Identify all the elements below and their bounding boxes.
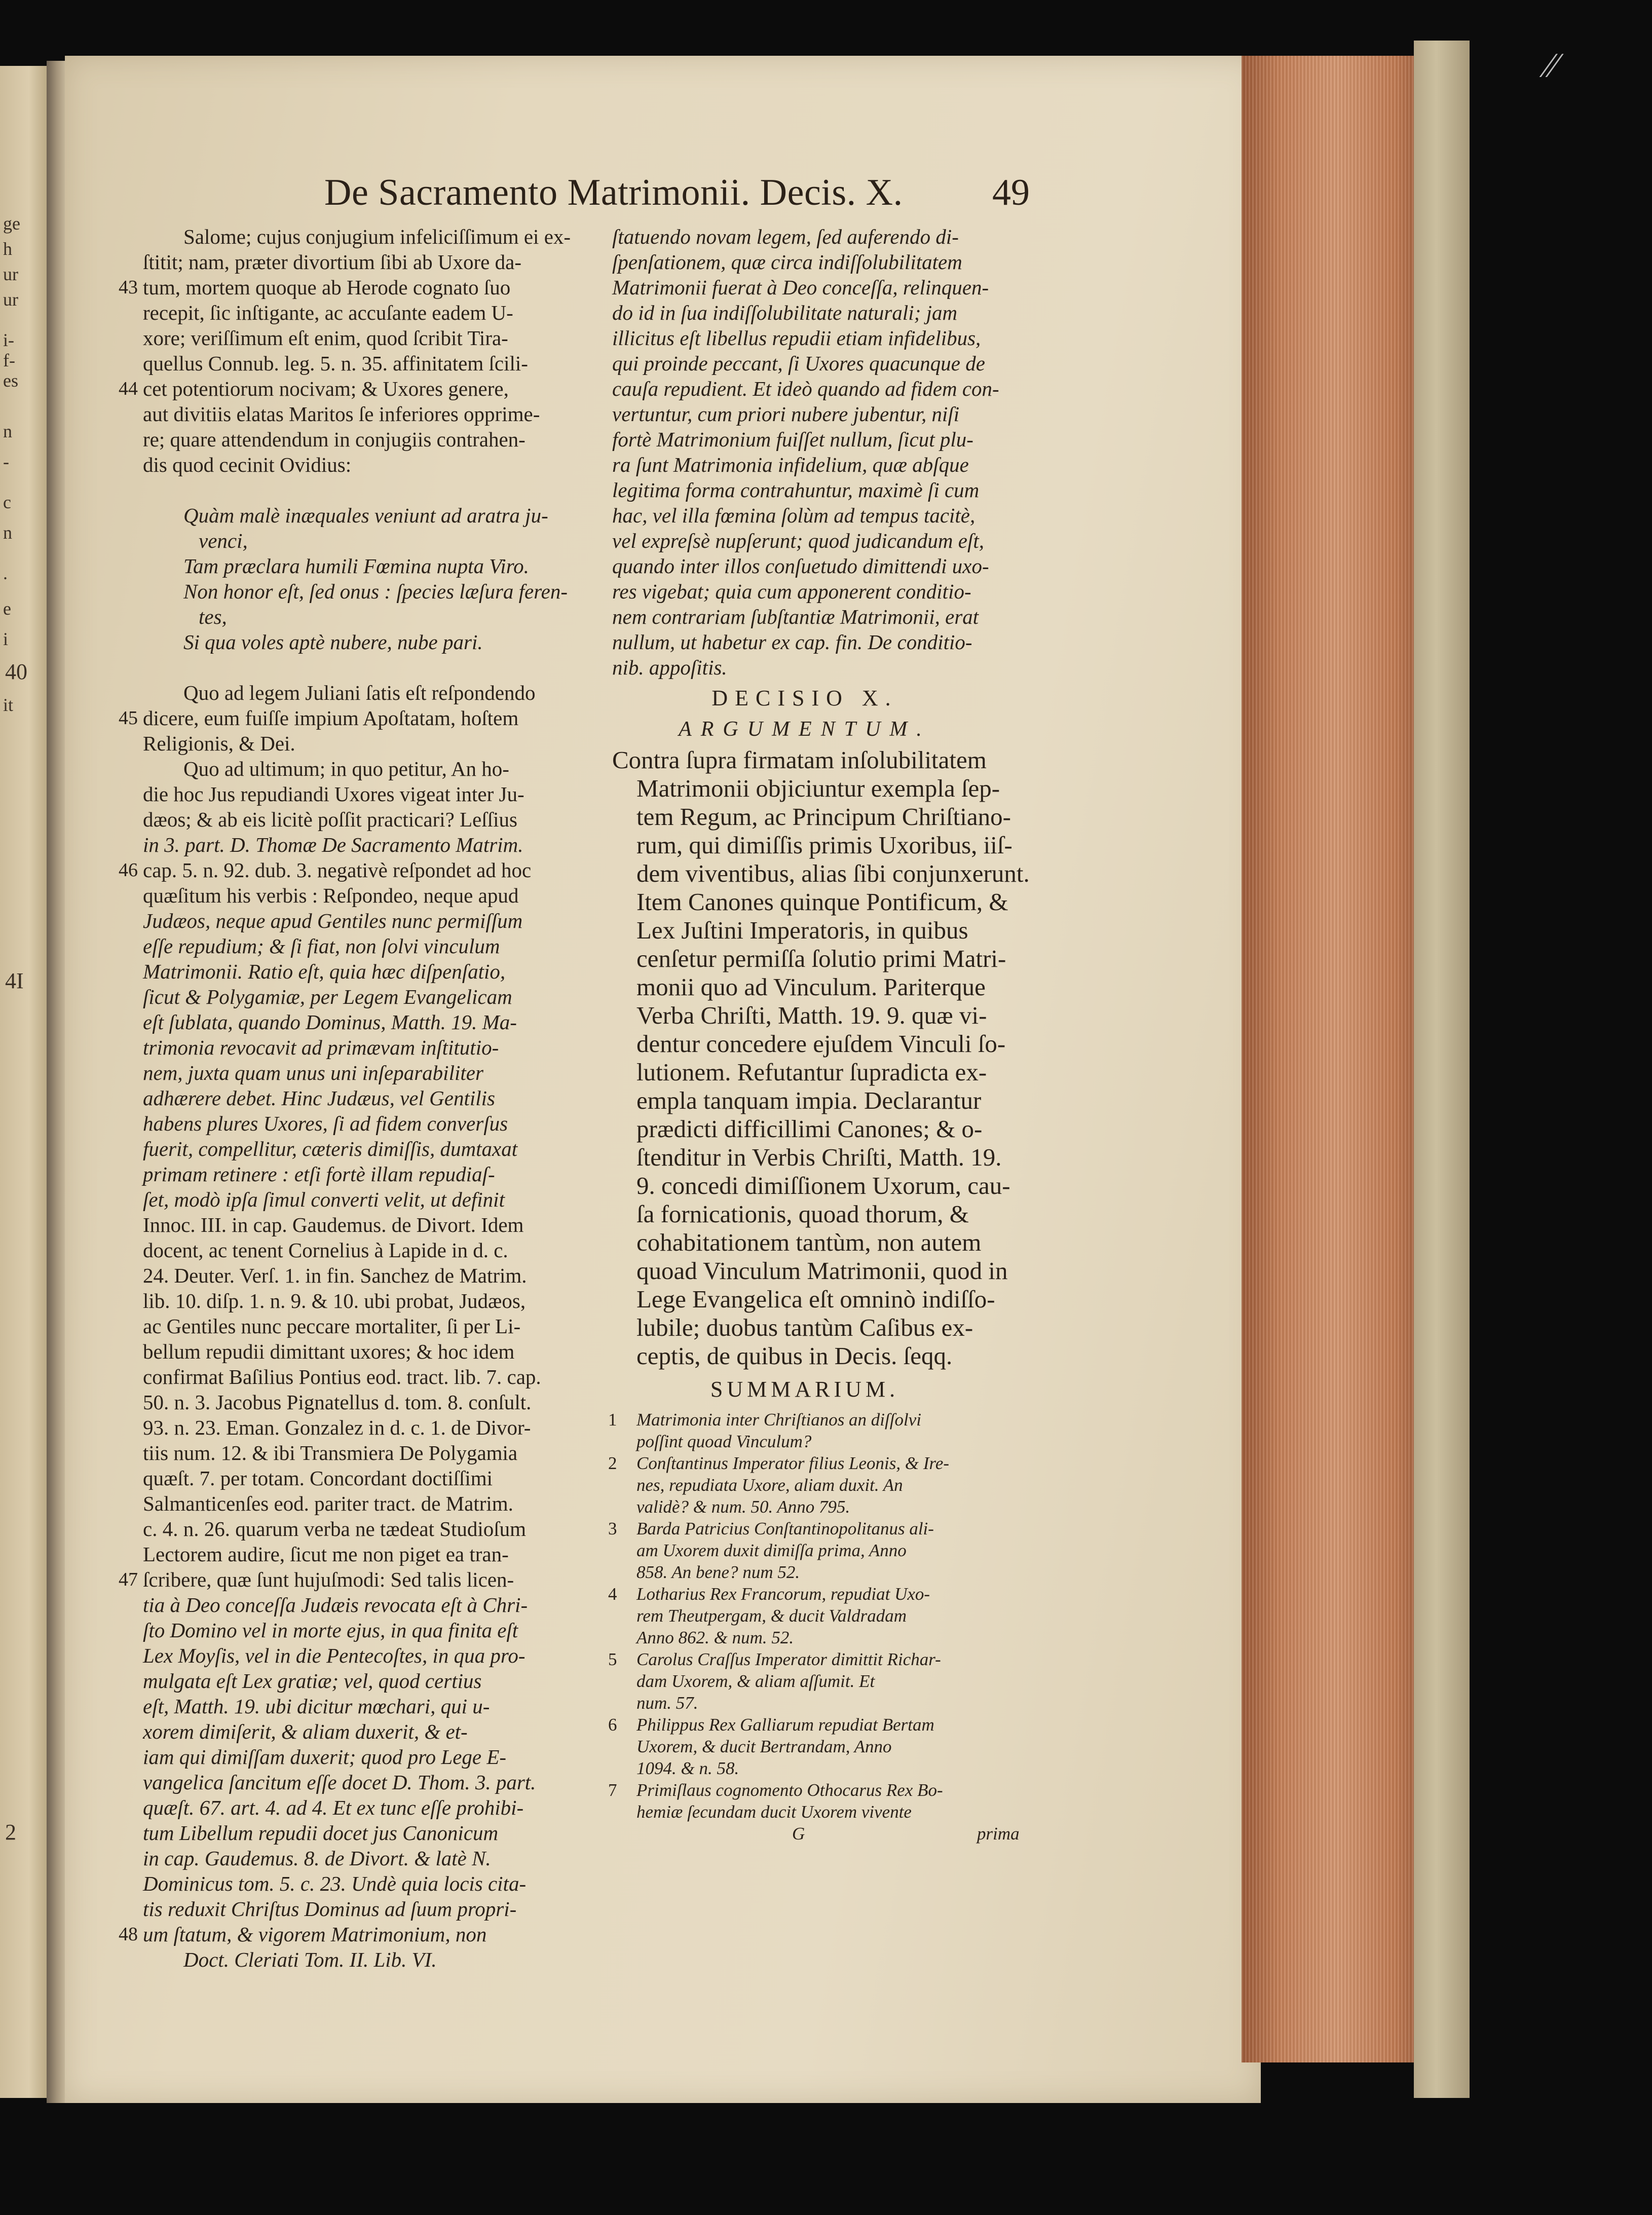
text-line [119, 376, 571, 401]
line-text: in 3. part. D. Thomæ De Sacramento Matrim. [143, 833, 523, 856]
summary-line [612, 1605, 1030, 1627]
summary-line [612, 1801, 1030, 1823]
text-line [143, 1364, 571, 1390]
signature-line [612, 1823, 1030, 1845]
line-text: tia à Deo conceſſa Judæis revocata eſt à Chri- [143, 1593, 528, 1617]
text-line [143, 1694, 571, 1719]
argumentum-line: Lege Evangelica eſt omninò indiſſo- [636, 1285, 995, 1313]
summary-number: 6 [608, 1715, 617, 1735]
text-line [143, 1491, 571, 1516]
argumentum-line: Item Canones quinque Pontificum, & [636, 888, 1008, 916]
line-text: ſicut & Polygamiæ, per Legem Evangelicam [143, 985, 512, 1008]
facing-page-fragment: i- [3, 330, 14, 350]
text-line [143, 832, 571, 857]
text-line [143, 1618, 571, 1643]
line-text: ſto Domino vel in morte ejus, in qua finita eſt [143, 1619, 518, 1642]
text-line [143, 680, 571, 705]
line-text: Dominicus tom. 5. c. 23. Undè quia locis cita- [143, 1872, 527, 1895]
text-line [143, 1668, 571, 1694]
facing-page-fragment: 4I [5, 968, 24, 993]
text-line [143, 1542, 571, 1567]
summary-line [612, 1431, 1030, 1452]
text-line [119, 857, 571, 883]
text-line [143, 1719, 571, 1744]
line-text: Tam præclara humili Fœmina nupta Viro. [183, 554, 529, 578]
argumentum-line: Matrimonii objiciuntur exempla ſep- [636, 774, 1000, 802]
facing-page-fragment: n [3, 522, 12, 543]
line-text: quæſt. 67. art. 4. ad 4. Et ex tunc eſſe prohibi- [143, 1796, 524, 1819]
line-text: dis quod cecinit Ovidius: [143, 453, 352, 476]
summary-text: Philippus Rex Galliarum repudiat Bertam [636, 1715, 934, 1735]
line-text: cet potentiorum nocivam; & Uxores genere, [143, 377, 509, 400]
summary-text: 858. An bene? num 52. [636, 1562, 800, 1582]
facing-page-fragment: es [3, 370, 18, 391]
facing-page-fragment: - [3, 452, 9, 472]
text-line: nib. appoſitis. [612, 656, 727, 679]
argumentum-line: cenſetur permiſſa ſolutio primi Matri- [636, 945, 1006, 972]
line-text: adhærere debet. Hinc Judæus, vel Gentilis [143, 1086, 495, 1110]
text-line [143, 325, 571, 351]
page-number: 49 [992, 172, 1030, 213]
line-text: eſt, Matth. 19. ubi dicitur mœchari, qui u- [143, 1695, 490, 1718]
facing-page-fragment: 40 [5, 659, 27, 684]
line-text: bellum repudii dimittant uxores; & hoc idem [143, 1340, 515, 1363]
text-line [143, 908, 571, 933]
text-line [143, 1263, 571, 1288]
summary-line [612, 1540, 1030, 1561]
line-text: in cap. Gaudemus. 8. de Divort. & latè N. [143, 1847, 491, 1870]
text-line: ſpenſationem, quæ circa indiſſolubilitatem [612, 250, 962, 274]
text-line [143, 984, 571, 1009]
line-text: Religionis, & Dei. [143, 732, 295, 755]
summary-line [612, 1736, 1030, 1757]
text-line [143, 1212, 571, 1237]
line-text: ſcribere, quæ ſunt hujuſmodi: Sed talis licen- [143, 1568, 514, 1591]
argumentum-line: Lex Juſtini Imperatoris, in quibus [636, 916, 968, 944]
marginal-number: 48 [119, 1924, 138, 1945]
summary-number: 2 [608, 1453, 617, 1473]
summary-number: 1 [608, 1410, 617, 1430]
argumentum-line: tem Regum, ac Principum Chriſtiano- [636, 803, 1011, 831]
summary-line [612, 1692, 1030, 1714]
text-line: res vigebat; quia cum apponerent conditio- [612, 580, 971, 603]
summary-text: am Uxorem duxit dimiſſa prima, Anno [636, 1541, 907, 1560]
line-text: ac Gentiles nunc peccare mortaliter, ſi per Li- [143, 1315, 521, 1338]
line-text: fuerit, compellitur, cæteris dimiſſis, dumtaxat [143, 1137, 518, 1160]
line-text: aut divitiis elatas Maritos ſe inferiores opprime- [143, 402, 540, 426]
line-text: xorem dimiſerit, & aliam duxerit, & et- [143, 1720, 468, 1743]
line-text: tis reduxit Chriſtus Dominus ad ſuum propri- [143, 1897, 517, 1921]
text-line: nullum, ut habetur ex cap. fin. De conditio- [612, 630, 972, 654]
argumentum-line: dentur concedere ejuſdem Vinculi ſo- [636, 1030, 1006, 1058]
line-text: Si qua voles aptè nubere, nube pari. [183, 630, 483, 654]
text-line [143, 807, 571, 832]
text-line [119, 705, 571, 731]
facing-page-fragment: c [3, 492, 11, 512]
facing-page-fragment: . [3, 563, 8, 583]
summary-line [608, 1409, 1030, 1431]
line-text: 50. n. 3. Jacobus Pignatellus d. tom. 8. conſult. [143, 1391, 532, 1414]
text-line [143, 1237, 571, 1263]
line-text: dæos; & ab eis licitè poſſit practicari? Leſſius [143, 808, 517, 831]
summary-text: nes, repudiata Uxore, aliam duxit. An [636, 1475, 903, 1495]
argumentum-line: empla tanquam impia. Declarantur [636, 1086, 982, 1114]
summary-line [608, 1583, 1030, 1605]
text-line [143, 781, 571, 807]
line-text: xore; veriſſimum eſt enim, quod ſcribit Tira- [143, 326, 508, 350]
line-text: ſtitit; nam, præter divortium ſibi ab Uxore da- [143, 250, 521, 274]
text-line [143, 731, 571, 756]
line-text: eſſe repudium; & ſi fiat, non ſolvi vinculum [143, 934, 500, 958]
line-text: quellus Connub. leg. 5. n. 35. affinitatem ſcili- [143, 352, 528, 375]
line-text: Doct. Cleriati Tom. II. Lib. VI. [183, 1948, 437, 1971]
summary-line [612, 1496, 1030, 1518]
text-line [119, 1922, 571, 1947]
argumentum-line: quoad Vinculum Matrimonii, quod in [636, 1257, 1008, 1285]
line-text: ſet, modò ipſa ſimul converti velit, ut definit [143, 1188, 505, 1211]
text-line [143, 1313, 571, 1339]
line-text: vangelica ſancitum eſſe docet D. Thom. 3. part. [143, 1771, 536, 1794]
text-line [143, 224, 571, 249]
summary-line [612, 1757, 1030, 1779]
line-text: tum, mortem quoque ab Herode cognato ſuo [143, 276, 511, 299]
line-text: Quàm malè inæquales veniunt ad aratra ju- [183, 504, 548, 527]
text-line: qui proinde peccant, ſi Uxores quacunque de [612, 352, 985, 375]
summary-text: Anno 862. & num. 52. [636, 1628, 794, 1647]
line-text: recepit, ſic inſtigante, ac accuſante eadem U- [143, 301, 513, 324]
line-text: tum Libellum repudii docet jus Canonicum [143, 1821, 499, 1845]
text-line: fortè Matrimonium fuiſſet nullum, ſicut plu- [612, 428, 973, 451]
text-line [143, 629, 571, 655]
argumentum-line: monii quo ad Vinculum. Pariterque [636, 973, 986, 1001]
summary-text: num. 57. [636, 1693, 698, 1713]
scan-corner-mark: ⁄⁄ [1546, 46, 1558, 85]
summary-line [608, 1779, 1030, 1801]
summary-text: Conſtantinus Imperator filius Leonis, & Ire- [636, 1453, 950, 1473]
text-line: ra ſunt Matrimonia infidelium, quæ abſque [612, 453, 969, 476]
facing-page-fragment: e [3, 598, 11, 619]
text-line [143, 1339, 571, 1364]
summary-line [608, 1518, 1030, 1540]
facing-page-fragment: 2 [5, 1820, 16, 1845]
summary-text: dam Uxorem, & aliam aſſumit. Et [636, 1671, 875, 1691]
text-line: hac, vel illa fœmina ſolùm ad tempus tacitè, [612, 504, 975, 527]
argumentum-line: 9. concedi dimiſſionem Uxorum, cau- [636, 1172, 1010, 1199]
text-line [143, 1440, 571, 1466]
line-text: Non honor eſt, ſed onus : ſpecies læſura feren- [183, 580, 568, 603]
argumentum-line: cohabitationem tantùm, non autem [636, 1228, 982, 1256]
argumentum-line: ſtenditur in Verbis Chriſti, Matth. 19. [636, 1143, 1002, 1171]
summary-line [612, 1627, 1030, 1648]
cover-board [1414, 41, 1470, 2098]
text-line [143, 1744, 571, 1770]
text-line [143, 1085, 571, 1111]
line-text: Quo ad legem Juliani ſatis eſt reſpondendo [183, 681, 536, 704]
text-line [143, 1896, 571, 1922]
text-line [143, 1643, 571, 1668]
line-text: mulgata eſt Lex gratiæ; vel, quod certius [143, 1669, 482, 1693]
line-text: re; quare attendendum in conjugiis contrahen- [143, 428, 525, 451]
text-line [143, 1009, 571, 1035]
text-line: quando inter illos conſuetudo dimittendi uxo- [612, 554, 989, 578]
text-line [143, 756, 571, 781]
text-line [143, 249, 571, 275]
summary-text: Matrimonia inter Chriſtianos an diſſolvi [636, 1410, 921, 1430]
summary-text: validè? & num. 50. Anno 795. [636, 1497, 850, 1517]
text-line [143, 1516, 571, 1542]
facing-page-fragment: it [3, 695, 14, 715]
line-text: tes, [199, 605, 227, 628]
text-line [143, 883, 571, 908]
text-line [143, 604, 571, 629]
marginal-number: 47 [119, 1569, 138, 1590]
line-text: iam qui dimiſſam duxerit; quod pro Lege E- [143, 1745, 507, 1769]
line-text: eſt ſublata, quando Dominus, Matth. 19. Ma- [143, 1010, 517, 1034]
summary-text: rem Theutpergam, & ducit Valdradam [636, 1606, 907, 1626]
text-line [143, 1288, 571, 1313]
summary-number: 7 [608, 1780, 617, 1800]
decisio-heading: DECISIO X. [711, 686, 898, 710]
marginal-number: 45 [119, 707, 138, 729]
summary-line [612, 1561, 1030, 1583]
summary-text: hemiæ ſecundam ducit Uxorem vivente [636, 1802, 912, 1822]
line-text: habens plures Uxores, ſi ad fidem converſus [143, 1112, 508, 1135]
line-text: Matrimonii. Ratio eſt, quia hæc diſpenſatio, [143, 960, 506, 983]
text-line [143, 1592, 571, 1618]
line-text: Lectorem audire, ſicut me non piget ea tran- [143, 1543, 509, 1566]
text-line [143, 1390, 571, 1415]
text-line [143, 351, 571, 376]
summary-text: Barda Patricius Conſtantinopolitanus ali- [636, 1519, 934, 1538]
argumentum-line: lutionem. Refutantur ſupradicta ex- [636, 1058, 987, 1086]
line-text: die hoc Jus repudiandi Uxores vigeat inter Ju- [143, 782, 524, 806]
line-text: Salmanticenſes eod. pariter tract. de Matrim. [143, 1492, 513, 1515]
facing-page-edge [0, 66, 48, 2098]
text-line [143, 477, 571, 503]
summary-text: Carolus Craſſus Imperator dimittit Richar- [636, 1649, 941, 1669]
text-line [143, 427, 571, 452]
argumentum-line: rum, qui dimiſſis primis Uxoribus, iiſ- [636, 831, 1012, 859]
line-text: quæſitum his verbis : Reſpondeo, neque apud [143, 884, 519, 907]
line-text: 93. n. 23. Eman. Gonzalez in d. c. 1. de Divor- [143, 1416, 531, 1439]
text-line [143, 1187, 571, 1212]
text-line: cauſa repudient. Et ideò quando ad fidem con- [612, 377, 999, 400]
line-text: cap. 5. n. 92. dub. 3. negativè reſpondet ad hoc [143, 858, 532, 882]
facing-page-fragment: h [3, 239, 12, 259]
line-text: dicere, eum fuiſſe impium Apoſtatam, hoſtem [143, 706, 519, 730]
text-line [143, 1035, 571, 1060]
summary-line [612, 1474, 1030, 1496]
summary-text: Uxorem, & ducit Bertrandam, Anno [636, 1737, 892, 1756]
text-line [143, 1060, 571, 1085]
text-line [143, 1466, 571, 1491]
line-text: Quo ad ultimum; in quo petitur, An ho- [183, 757, 509, 780]
summary-number: 4 [608, 1584, 617, 1604]
argumentum-line: ſa fornicationis, quoad thorum, & [636, 1200, 969, 1228]
text-line: ſtatuendo novam legem, ſed auferendo di- [612, 225, 959, 248]
text-line [143, 655, 571, 680]
text-line [143, 553, 571, 579]
marginal-number: 43 [119, 277, 138, 298]
line-text: docent, ac tenent Cornelius à Lapide in d. c. [143, 1238, 508, 1262]
facing-page-fragment: ge [3, 213, 20, 234]
summarium-heading: SUMMARIUM. [710, 1377, 899, 1402]
signature-mark: G [792, 1824, 805, 1844]
book-gutter [47, 61, 67, 2103]
right-text-column [608, 224, 1030, 1845]
text-line [143, 1111, 571, 1136]
line-text: tiis num. 12. & ibi Transmiera De Polygamia [143, 1441, 518, 1465]
marginal-number: 44 [119, 378, 138, 399]
text-line [143, 401, 571, 427]
argumentum-line: Verba Chriſti, Matth. 19. 9. quæ vi- [636, 1001, 987, 1029]
line-text: um ſtatum, & vigorem Matrimonium, non [143, 1923, 487, 1946]
text-line [143, 300, 571, 325]
text-line [143, 1415, 571, 1440]
argumentum-line: ceptis, de quibus in Decis. ſeqq. [636, 1342, 953, 1370]
line-text: Lex Moyſis, vel in die Pentecoſtes, in qua pro- [143, 1644, 525, 1667]
line-text: venci, [199, 529, 248, 552]
text-line [119, 275, 571, 300]
text-line: Matrimonii fuerat à Deo conceſſa, relinquen- [612, 276, 989, 299]
line-text: primam retinere : etſi fortè illam repudiaſ- [143, 1162, 495, 1186]
catchword: prima [977, 1824, 1020, 1844]
facing-page-fragment: i [3, 629, 9, 649]
text-line: illicitus eſt libellus repudii etiam infidelibus, [612, 326, 981, 350]
summary-number: 5 [608, 1649, 617, 1669]
facing-page-fragment: f- [3, 350, 15, 370]
facing-page-fragment: ur [3, 289, 18, 310]
line-text: quæſt. 7. per totam. Concordant doctiſſimi [143, 1467, 493, 1490]
line-text: trimonia revocavit ad primævam inſtitutio- [143, 1036, 499, 1059]
text-line: legitima forma contrahuntur, maximè ſi cum [612, 478, 980, 502]
argumentum-line: Contra ſupra firmatam inſolubilitatem [612, 746, 987, 774]
summary-line [608, 1714, 1030, 1736]
summary-line [612, 1670, 1030, 1692]
summary-text: poſſint quoad Vinculum? [636, 1432, 812, 1451]
text-line [143, 1820, 571, 1846]
summary-line [608, 1648, 1030, 1670]
text-line [143, 1136, 571, 1161]
text-line: do id in ſua indiſſolubilitate naturali; jam [612, 301, 958, 324]
line-text: confirmat Baſilius Pontius eod. tract. lib. 7. cap. [143, 1365, 541, 1388]
summary-number: 3 [608, 1519, 617, 1538]
text-line [143, 1846, 571, 1871]
argumentum-line: lubile; duobus tantùm Caſibus ex- [636, 1313, 973, 1341]
line-text: nem, juxta quam unus uni inſeparabiliter [143, 1061, 483, 1084]
text-line: nem contrariam ſubſtantiæ Matrimonii, erat [612, 605, 979, 628]
summary-text: 1094. & n. 58. [636, 1758, 739, 1778]
text-line [143, 1161, 571, 1187]
text-line [119, 1567, 571, 1592]
argumentum-heading: ARGUMENTUM. [679, 718, 931, 741]
text-line [143, 452, 571, 477]
page-fore-edge [1242, 56, 1434, 2062]
text-line [143, 1947, 571, 1972]
text-line [143, 528, 571, 553]
line-text: 24. Deuter. Verſ. 1. in fin. Sanchez de Matrim. [143, 1264, 527, 1287]
text-line [143, 1795, 571, 1820]
text-line [143, 933, 571, 959]
argumentum-line: dem viventibus, alias ſibi conjunxerunt. [636, 859, 1030, 887]
text-line [143, 1871, 571, 1896]
line-text: c. 4. n. 26. quarum verba ne tædeat Studioſum [143, 1517, 527, 1541]
line-text: Salome; cujus conjugium infeliciſſimum ei ex- [183, 225, 571, 248]
text-line [143, 1770, 571, 1795]
left-text-column [119, 224, 571, 1972]
facing-page-fragment: n [3, 421, 12, 441]
line-text: Judæos, neque apud Gentiles nunc permiſſum [143, 909, 523, 932]
summary-text: Lotharius Rex Francorum, repudiat Uxo- [636, 1584, 930, 1604]
running-header-title: De Sacramento Matrimonii. Decis. X. [324, 172, 903, 213]
line-text: Innoc. III. in cap. Gaudemus. de Divort. Idem [143, 1213, 524, 1236]
text-line: vertuntur, cum priori nubere jubentur, niſi [612, 402, 960, 426]
text-line [143, 959, 571, 984]
marginal-number: 46 [119, 859, 138, 881]
argumentum-line: prædicti difficillimi Canones; & o- [636, 1115, 983, 1143]
text-line [143, 503, 571, 528]
summary-line [608, 1452, 1030, 1474]
text-line: vel expreſsè nupſerunt; quod judicandum eſt, [612, 529, 985, 552]
text-line [143, 579, 571, 604]
summary-text: Primiſlaus cognomento Othocarus Rex Bo- [636, 1780, 943, 1800]
facing-page-fragment: ur [3, 264, 18, 284]
line-text: lib. 10. diſp. 1. n. 9. & 10. ubi probat, Judæos, [143, 1289, 526, 1312]
